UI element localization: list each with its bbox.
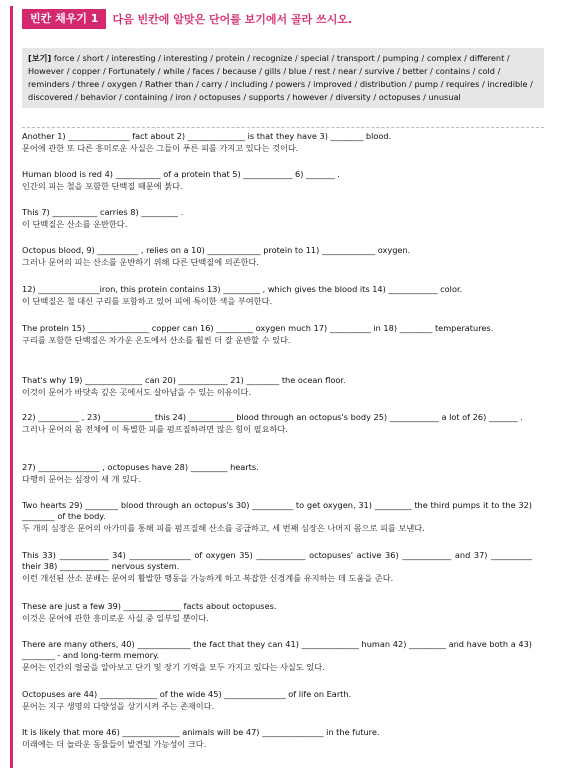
- word-bank-label: [보기]: [28, 53, 52, 63]
- korean-translation: 문어는 인간의 얼굴을 알아보고 단기 및 장기 기억을 모두 가지고 있다는 사실도 있다.: [22, 662, 325, 672]
- korean-translation: 다행히 문어는 심장이 세 개 있다.: [22, 474, 141, 484]
- section-header: [22, 8, 352, 30]
- english-sentence: Octopuses are 44) ______________ of the wide 45) _______________ of life on Earth.: [22, 689, 352, 699]
- word-bank-box: [22, 48, 544, 108]
- exercise-item: [22, 601, 532, 624]
- korean-translation: 인간의 피는 철을 포함한 단백질 때문에 붉다.: [22, 181, 183, 191]
- exercise-item: [22, 245, 532, 268]
- instruction-text: 다음 빈칸에 알맞은 단어를 보기에서 골라 쓰시오.: [112, 13, 353, 26]
- exercise-item: [22, 550, 532, 584]
- english-sentence: That's why 19) ______________ can 20) ____________ 21) ________ the ocean floor.: [22, 375, 346, 385]
- korean-translation: 그러나 문어의 피는 산소를 운반하기 위해 다른 단백질에 의존한다.: [22, 257, 259, 267]
- english-sentence: Two hearts 29) ________ blood through an octopus's 30) __________ to get oxygen, 31) _________ the third pumps it to the 32) ________ of the body.: [22, 500, 532, 521]
- section-badge: 빈칸 채우기 1: [22, 9, 106, 29]
- exercise-item: [22, 500, 532, 534]
- korean-translation: 이 단백질은 산소를 운반한다.: [22, 219, 128, 229]
- korean-translation: 그러나 문어의 몸 전체에 이 특별한 피를 펌프질하려면 많은 힘이 필요하다.: [22, 424, 288, 434]
- english-sentence: 12) _______________iron, this protein contains 13) _________ , which gives the blood its 14) ____________ color.: [22, 284, 463, 294]
- exercise-item: [22, 462, 532, 485]
- english-sentence: This 7) ___________ carries 8) _________ .: [22, 207, 184, 217]
- korean-translation: 두 개의 심장은 문어의 아가미를 통해 피를 펌프질해 산소를 공급하고, 세 번째 심장은 나머지 몸으로 피를 보낸다.: [22, 523, 425, 533]
- korean-translation: 미래에는 더 놀라운 동물들이 발견될 가능성이 크다.: [22, 739, 207, 749]
- english-sentence: There are many others, 40) _____________ the fact that they can 41) ______________ human 42) _________ and have both a 43) ________ - and long-term memory.: [22, 639, 532, 660]
- english-sentence: It is likely that more 46) ______________ animals will be 47) _______________ in the future.: [22, 727, 380, 737]
- english-sentence: 22) __________ , 23) ____________ this 24) ___________ blood through an octopus's body 25) ____________ a lot of 26) _______ .: [22, 412, 523, 422]
- english-sentence: This 33) ____________ 34) _______________ of oxygen 35) ____________ octopuses' active 36) ____________ and 37) __________ their 38) ____________ nervous system.: [22, 550, 532, 571]
- exercise-item: [22, 689, 532, 712]
- english-sentence: Another 1) _______________ fact about 2) ______________ is that they have 3) ________ blood.: [22, 131, 392, 141]
- word-bank-list: force / short / interesting / interesting / protein / recognize / special / transport / pumping / complex / different / However / copper / Fortunately / while / faces / because / gills / blue / rest / near / survive / better / contains / cold / reminders / three / oxygen / Rather than / carry / including / powers / improved / distribution / pump / requires / incredible / discovered / behavior / containing / iron / octopuses / supports / however / diversity / octopuses / unusual: [28, 53, 533, 102]
- exercise-item: [22, 412, 532, 435]
- english-sentence: Octopus blood, 9) __________ , relies on a 10) _____________ protein to 11) _____________ oxygen.: [22, 245, 411, 255]
- exercise-item: [22, 375, 532, 398]
- exercise-item: [22, 131, 532, 154]
- english-sentence: The protein 15) _______________ copper can 16) _________ oxygen much 17) __________ in 18) ________ temperatures.: [22, 323, 494, 333]
- exercise-item: [22, 323, 532, 346]
- korean-translation: 이 단백질은 철 대신 구리를 포함하고 있어 피에 특이한 색을 부여한다.: [22, 296, 273, 306]
- korean-translation: 문어는 지구 생명의 다양성을 상기시켜 주는 존재이다.: [22, 701, 215, 711]
- english-sentence: Human blood is red 4) ___________ of a protein that 5) ____________ 6) _______ .: [22, 169, 340, 179]
- exercise-item: [22, 284, 532, 307]
- korean-translation: 구리를 포함한 단백질은 차가운 온도에서 산소를 훨씬 더 잘 운반할 수 있다.: [22, 335, 291, 345]
- exercise-item: [22, 727, 532, 750]
- korean-translation: 이런 개선된 산소 분배는 문어의 활발한 행동을 가능하게 하고 복잡한 신경계를 유지하는 데 도움을 준다.: [22, 573, 394, 583]
- english-sentence: These are just a few 39) ______________ facts about octopuses.: [22, 601, 277, 611]
- korean-translation: 이것은 문어에 관한 흥미로운 사실 중 일부일 뿐이다.: [22, 613, 209, 623]
- exercise-item: [22, 169, 532, 192]
- exercise-item: [22, 639, 532, 673]
- korean-translation: 이것이 문어가 바닷속 깊은 곳에서도 살아남을 수 있는 이유이다.: [22, 387, 252, 397]
- exercise-item: [22, 207, 532, 230]
- english-sentence: 27) _______________ , octopuses have 28) _________ hearts.: [22, 462, 259, 472]
- divider: [22, 127, 544, 128]
- korean-translation: 문어에 관한 또 다른 흥미로운 사실은 그들이 푸른 피를 가지고 있다는 것이다.: [22, 143, 299, 153]
- left-accent-bar: [10, 6, 13, 768]
